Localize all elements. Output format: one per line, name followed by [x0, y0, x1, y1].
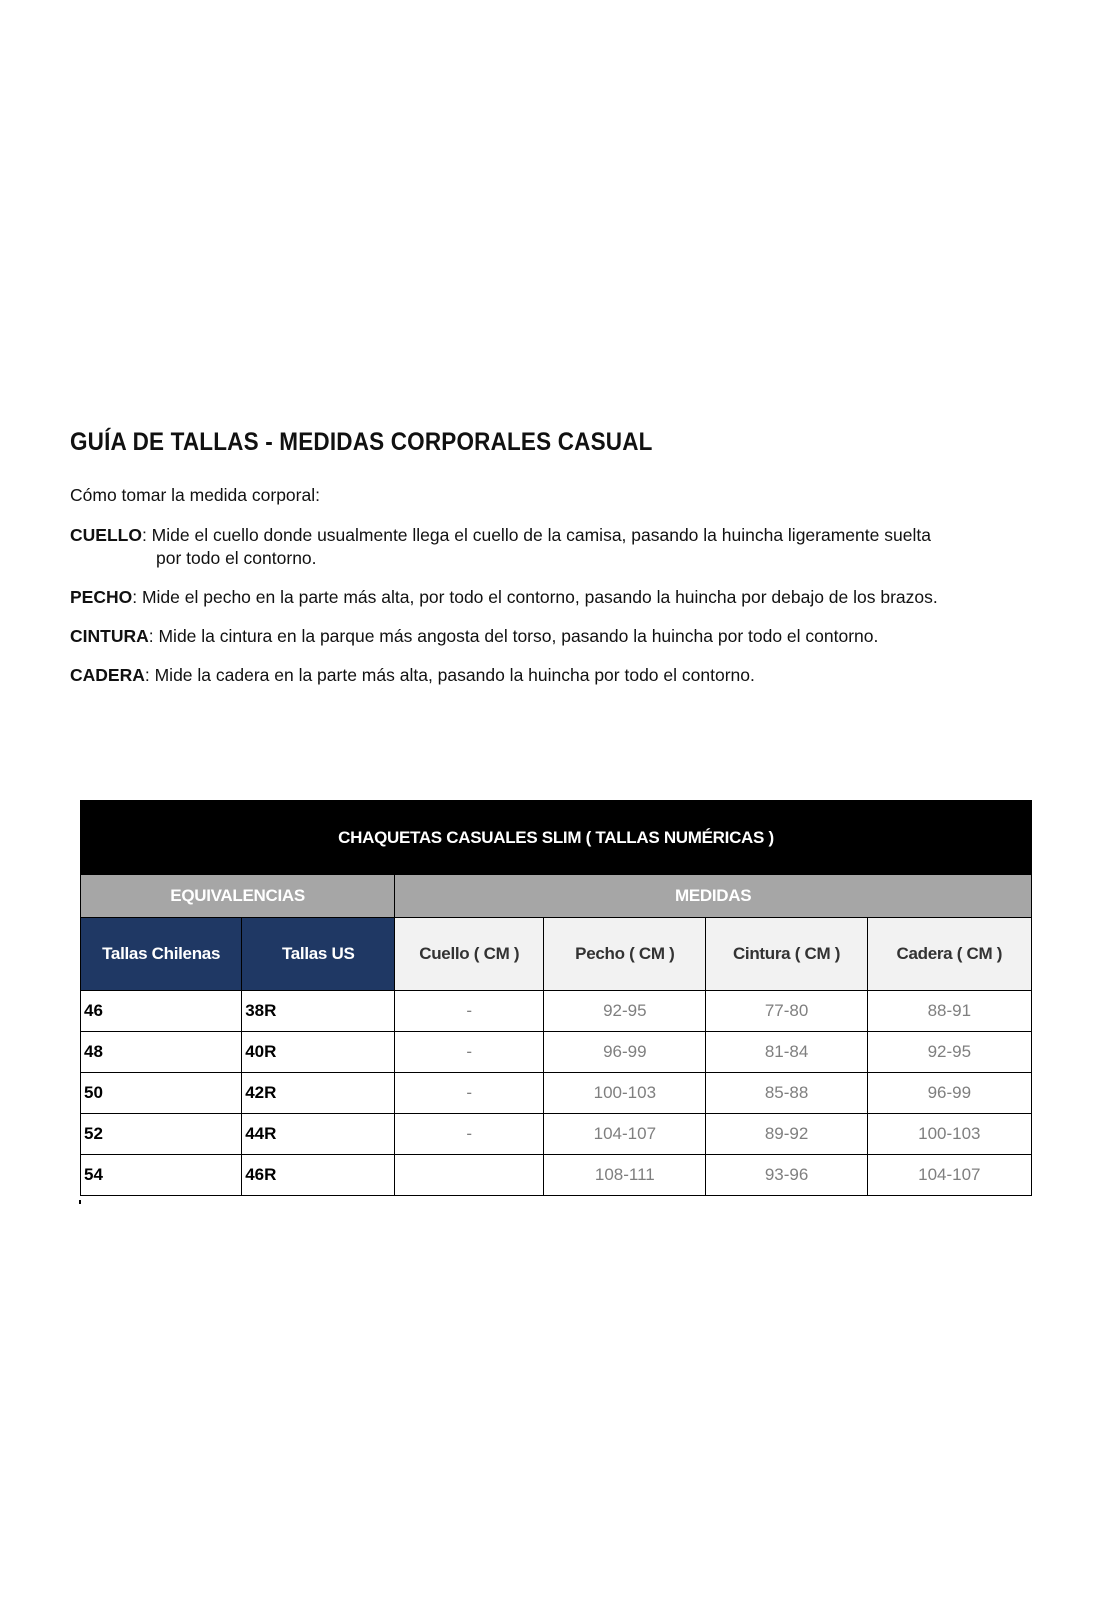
cell-talla-us: 46R [242, 1155, 395, 1196]
cell-cadera: 100-103 [867, 1114, 1031, 1155]
cell-pecho: 108-111 [544, 1155, 706, 1196]
cell-cuello [395, 1155, 544, 1196]
term-cuello: CUELLO [70, 525, 142, 545]
instruction-cuello-line1: : Mide el cuello donde usualmente llega el cuello de la camisa, pasando la huincha ligeramente suelta [141, 525, 931, 545]
column-header-tallas-chilenas: Tallas Chilenas [81, 918, 242, 991]
table-row [81, 1073, 1032, 1114]
cell-cuello: - [395, 1073, 544, 1114]
cell-talla-chilena: 52 [81, 1114, 242, 1155]
cell-pecho: 104-107 [544, 1114, 706, 1155]
term-cadera: CADERA [70, 665, 145, 685]
instruction-cuello [70, 524, 1050, 570]
cell-cuello: - [395, 1114, 544, 1155]
table-row [81, 1032, 1032, 1073]
table-border-stub [79, 1200, 81, 1204]
column-header-cintura: Cintura ( CM ) [706, 918, 867, 991]
instruction-pecho [70, 586, 1050, 609]
cell-cuello: - [395, 991, 544, 1032]
cell-cuello: - [395, 1032, 544, 1073]
instruction-cadera-text: : Mide la cadera en la parte más alta, pasando la huincha por todo el contorno. [144, 665, 755, 685]
cell-talla-chilena: 48 [81, 1032, 242, 1073]
group-header-medidas: MEDIDAS [395, 875, 1032, 918]
cell-cintura: 85-88 [706, 1073, 867, 1114]
instruction-cuello-line2: por todo el contorno. [156, 548, 317, 568]
table-title: CHAQUETAS CASUALES SLIM ( TALLAS NUMÉRICAS ) [81, 801, 1032, 875]
cell-pecho: 92-95 [544, 991, 706, 1032]
cell-cadera: 104-107 [867, 1155, 1031, 1196]
column-header-cadera: Cadera ( CM ) [867, 918, 1031, 991]
size-table [80, 800, 1032, 1196]
cell-cintura: 89-92 [706, 1114, 867, 1155]
intro-text: Cómo tomar la medida corporal: [70, 485, 320, 505]
cell-talla-us: 38R [242, 991, 395, 1032]
cell-cadera: 96-99 [867, 1073, 1031, 1114]
column-header-cuello: Cuello ( CM ) [395, 918, 544, 991]
term-cintura: CINTURA [70, 626, 149, 646]
column-header-pecho: Pecho ( CM ) [544, 918, 706, 991]
table-row [81, 991, 1032, 1032]
cell-talla-us: 40R [242, 1032, 395, 1073]
group-header-equivalencias: EQUIVALENCIAS [81, 875, 395, 918]
instruction-pecho-text: : Mide el pecho en la parte más alta, por todo el contorno, pasando la huincha por debajo de los brazos. [132, 587, 938, 607]
page-title: GUÍA DE TALLAS - MEDIDAS CORPORALES CASUAL [70, 428, 653, 456]
cell-talla-us: 42R [242, 1073, 395, 1114]
instruction-cadera [70, 664, 1050, 687]
cell-talla-chilena: 50 [81, 1073, 242, 1114]
cell-pecho: 96-99 [544, 1032, 706, 1073]
cell-pecho: 100-103 [544, 1073, 706, 1114]
column-header-tallas-us: Tallas US [242, 918, 395, 991]
cell-cintura: 81-84 [706, 1032, 867, 1073]
cell-cintura: 93-96 [706, 1155, 867, 1196]
instruction-cintura [70, 625, 1050, 648]
cell-cadera: 88-91 [867, 991, 1031, 1032]
cell-talla-chilena: 54 [81, 1155, 242, 1196]
cell-talla-chilena: 46 [81, 991, 242, 1032]
table-row [81, 1114, 1032, 1155]
cell-cadera: 92-95 [867, 1032, 1031, 1073]
cell-cintura: 77-80 [706, 991, 867, 1032]
instruction-cintura-text: : Mide la cintura en la parque más angosta del torso, pasando la huincha por todo el contorno. [148, 626, 879, 646]
table-row [81, 1155, 1032, 1196]
term-pecho: PECHO [70, 587, 133, 607]
cell-talla-us: 44R [242, 1114, 395, 1155]
